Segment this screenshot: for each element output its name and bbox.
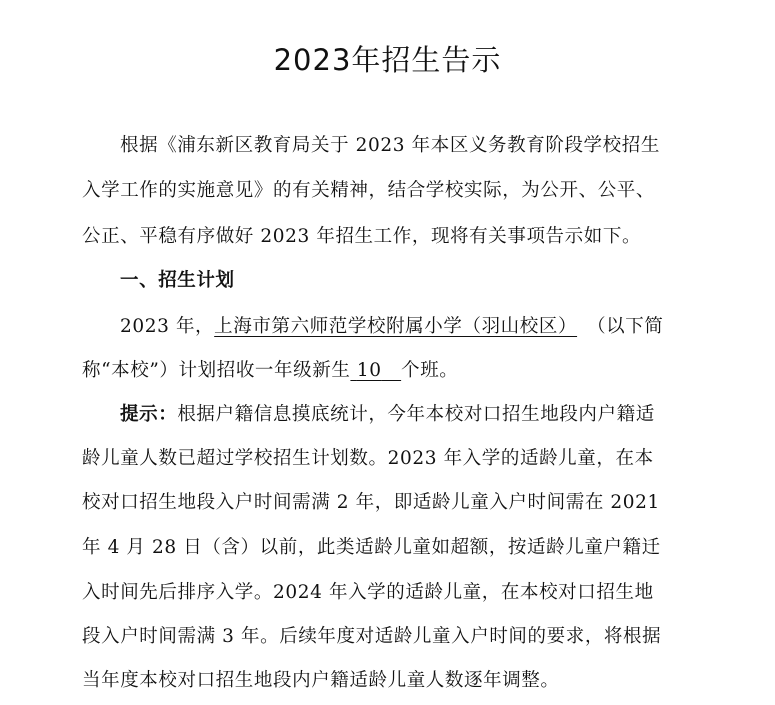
para1-line3: 公正、平稳有序做好 2023 年招生工作，现将有关事项告示如下。 [82,226,642,247]
para3-line7: 当年度本校对口招生地段内户籍适龄儿童人数逐年调整。 [82,670,560,691]
para2-line2 [82,358,682,384]
para3-line6: 段入户时间需满 3 年。后续年度对适龄儿童入户时间的要求，将根据 [82,626,662,647]
para2-line2-suffix: 个班。 [401,360,459,381]
section1-heading: 一、招生计划 [120,270,235,291]
para2-line1 [120,314,680,340]
para2-suffix: （以下简 [587,316,664,337]
para3-line5: 入时间先后排序入学。2024 年入学的适龄儿童，在本校对口招生地 [82,582,654,603]
document-title: 2023年招生告示 [273,43,502,77]
para3-line1 [120,402,680,428]
para1-line1: 根据《浦东新区教育局关于 2023 年本区义务教育阶段学校招生 [120,135,660,156]
para2-line2-prefix: 称“本校”）计划招收一年级新生 [82,360,351,381]
school-name: 上海市第六师范学校附属小学（羽山校区） [214,316,578,337]
class-count: 10 [356,360,382,381]
para2-prefix: 2023 年， [120,316,215,337]
para3-line2: 龄儿童人数已超过学校招生计划数。2023 年入学的适龄儿童，在本 [82,448,654,469]
para3-line4: 年 4 月 28 日（含）以前，此类适龄儿童如超额，按适龄儿童户籍迁 [82,537,661,558]
para3-line1-text: 根据户籍信息摸底统计，今年本校对口招生地段内户籍适 [177,404,655,425]
para1-line2: 入学工作的实施意见》的有关精神，结合学校实际，为公开、公平、 [82,180,656,201]
para3-line3: 校对口招生地段入户时间需满 2 年，即适龄儿童入户时间需在 2021 [82,492,660,513]
tip-label: 提示： [120,404,178,425]
